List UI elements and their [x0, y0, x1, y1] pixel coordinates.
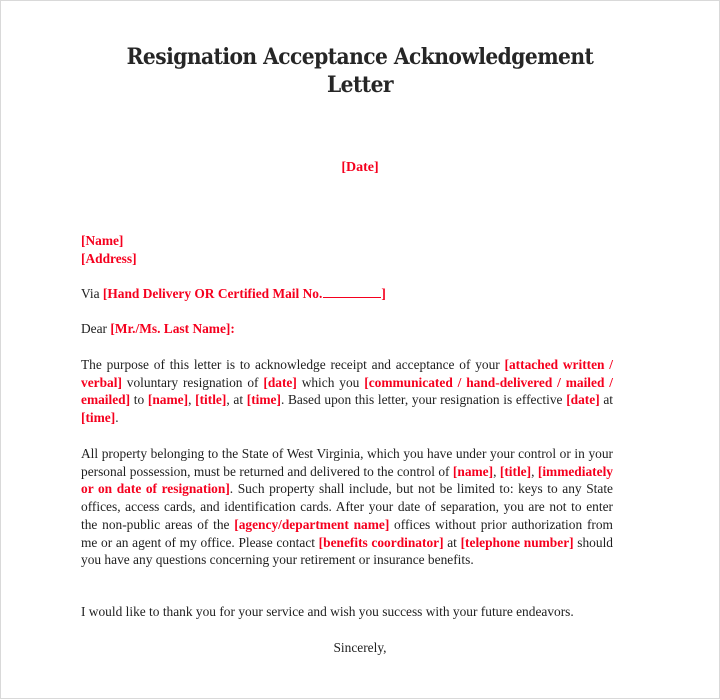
- text: to: [130, 392, 148, 408]
- recipient-name-placeholder: [Name]: [81, 233, 124, 248]
- field-benefits-coordinator: [benefits coordinator]: [318, 534, 444, 550]
- text: The purpose of this letter is to acknowledge receipt and acceptance of your: [81, 357, 505, 372]
- field-delivery-method: [communicated / hand-delivered / mailed / emailed]: [81, 374, 613, 408]
- field-recipient-title: [title]: [195, 392, 227, 408]
- paragraph-acknowledgement: [81, 356, 613, 427]
- field-resignation-form: [attached written / verbal]: [81, 357, 614, 390]
- delivery-method-placeholder: [Hand Delivery OR Certified Mail No.: [102, 286, 323, 301]
- recipient-block: [81, 232, 613, 267]
- text: should you have any questions concerning your retirement or insurance benefits.: [81, 534, 613, 568]
- field-telephone-number: [telephone number]: [460, 534, 574, 550]
- text: at: [443, 534, 461, 550]
- date-placeholder: [Date]: [341, 160, 379, 175]
- salutation-label: Dear: [81, 321, 111, 336]
- paragraph-property: [81, 445, 613, 569]
- field-received-time: [time]: [246, 392, 281, 408]
- field-effective-time: [time]: [81, 410, 116, 426]
- salutation-name-placeholder: [Mr./Ms. Last Name]: [110, 321, 231, 336]
- text: which you: [296, 374, 365, 390]
- text: .: [115, 410, 119, 426]
- field-resignation-date: [date]: [263, 374, 297, 390]
- title-line-2: Letter: [326, 72, 394, 98]
- mail-number-blank: [323, 286, 381, 298]
- field-effective-date: [date]: [566, 392, 600, 408]
- recipient-address-placeholder: [Address]: [81, 250, 137, 266]
- closing: Sincerely,: [333, 640, 387, 655]
- text: , at: [226, 392, 247, 408]
- title-line-1: Resignation Acceptance Acknowledgement: [126, 44, 594, 70]
- field-return-timing: [immediately or on date of resignation]: [81, 463, 613, 497]
- delivery-method-line: [81, 285, 613, 303]
- field-control-title: [title]: [499, 463, 532, 479]
- text: . Such property shall include, but not be limited to: keys to any State offices, access cards, and identification cards. After your date of separation, you are not to enter the non-public areas of the: [81, 481, 613, 532]
- field-control-name: [name]: [452, 463, 494, 479]
- text: at: [599, 392, 614, 408]
- text: ,: [188, 392, 196, 408]
- text: offices without prior authorization from me or an agent of my office. Please contact: [81, 516, 613, 550]
- delivery-method-bracket: ]: [381, 286, 386, 301]
- text: ,: [493, 463, 500, 479]
- field-recipient-name: [name]: [147, 392, 189, 408]
- text: All property belonging to the State of West Virginia, which you have under your control or in your personal possession, must be returned and delivered to the control of: [81, 446, 613, 479]
- text: . Based upon this letter, your resignation is effective: [280, 392, 567, 408]
- text: voluntary resignation of: [121, 374, 264, 390]
- salutation: [81, 320, 613, 338]
- document-title: [30, 43, 691, 99]
- paragraph-thanks: I would like to thank you for your service and wish you success with your future endeavors.: [81, 604, 574, 619]
- field-agency-name: [agency/department name]: [234, 516, 390, 532]
- salutation-punct: :: [230, 321, 235, 336]
- via-label: Via: [81, 286, 103, 301]
- text: ,: [531, 463, 538, 479]
